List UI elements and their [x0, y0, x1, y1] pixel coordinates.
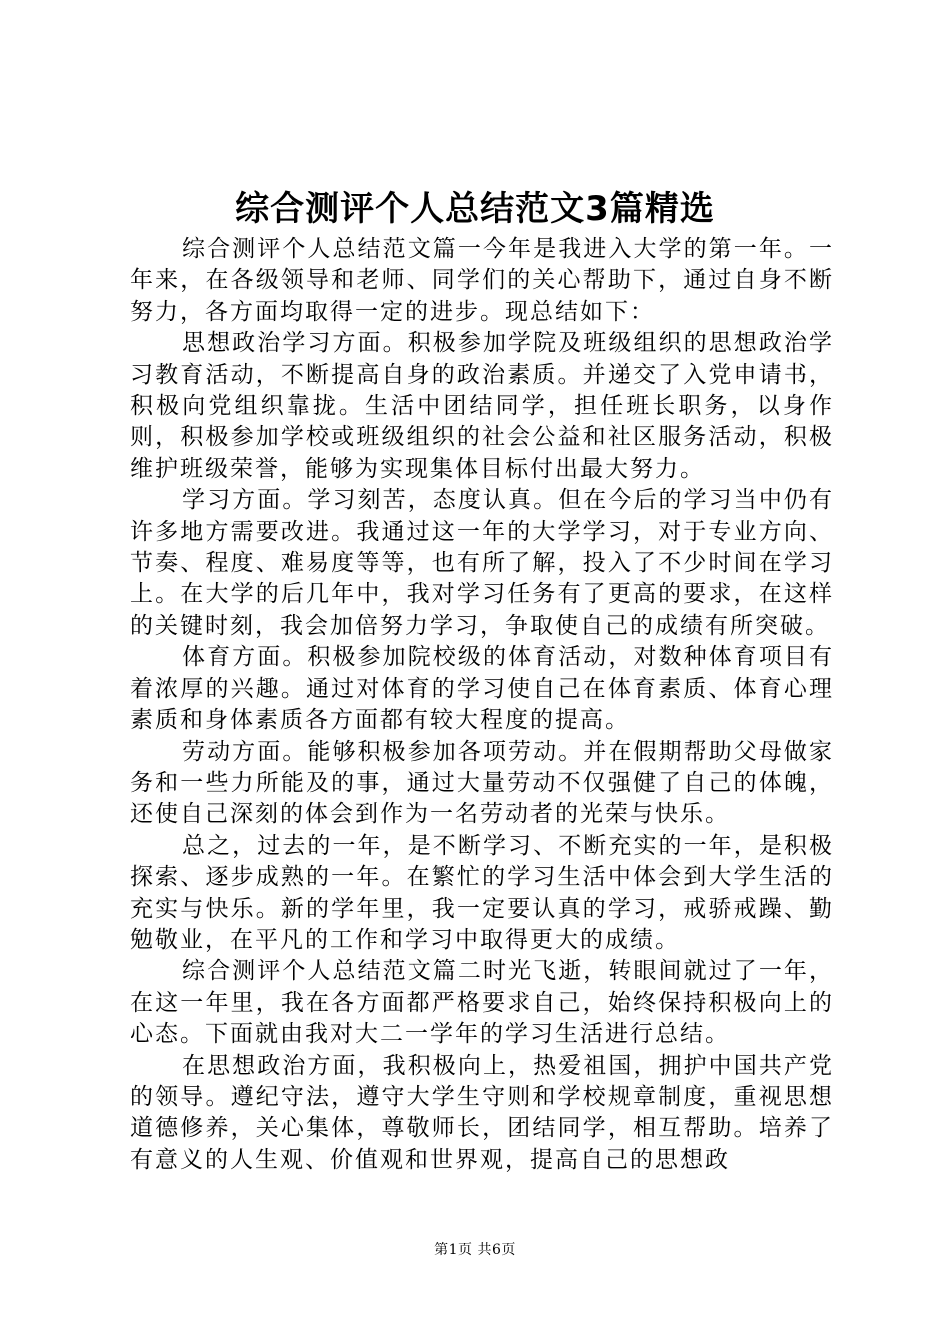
paragraph-8: 在思想政治方面，我积极向上，热爱祖国，拥护中国共产党的领导。遵纪守法，遵守大学生守则和学校规章制度，重视思想道德修养，关心集体，尊敬师长，团结同学，相互帮助。培养了有意义的人生观、价值观和世界观，提高自己的思想政 — [130, 1052, 834, 1173]
paragraph-5: 劳动方面。能够积极参加各项劳动。并在假期帮助父母做家务和一些力所能及的事，通过大量劳动不仅强健了自己的体魄，还使自己深刻的体会到作为一名劳动者的光荣与快乐。 — [130, 738, 834, 828]
paragraph-2: 思想政治学习方面。积极参加学院及班级组织的思想政治学习教育活动，不断提高自身的政治素质。并递交了入党申请书，积极向党组织靠拢。生活中团结同学，担任班长职务，以身作则，积极参加学校或班级组织的社会公益和社区服务活动，积极维护班级荣誉，能够为实现集体目标付出最大努力。 — [130, 330, 834, 482]
paragraph-4: 体育方面。积极参加院校级的体育活动，对数种体育项目有着浓厚的兴趣。通过对体育的学习使自己在体育素质、体育心理素质和身体素质各方面都有较大程度的提高。 — [130, 644, 834, 734]
paragraph-6: 总之，过去的一年，是不断学习、不断充实的一年，是积极探索、逐步成熟的一年。在繁忙的学习生活中体会到大学生活的充实与快乐。新的学年里，我一定要认真的学习，戒骄戒躁、勤勉敬业，在平凡的工作和学习中取得更大的成绩。 — [130, 832, 834, 953]
document-title: 综合测评个人总结范文3篇精选 — [235, 189, 715, 229]
page-number-footer: 第1页 共6页 — [434, 1242, 516, 1258]
paragraph-3: 学习方面。学习刻苦，态度认真。但在今后的学习当中仍有许多地方需要改进。我通过这一年的大学学习，对于专业方向、节奏、程度、难易度等等，也有所了解，投入了不少时间在学习上。在大学的后几年中，我对学习任务有了更高的要求，在这样的关键时刻，我会加倍努力学习，争取使自己的成绩有所突破。 — [130, 487, 834, 639]
document-body — [130, 234, 834, 1176]
paragraph-1: 综合测评个人总结范文篇一今年是我进入大学的第一年。一年来，在各级领导和老师、同学们的关心帮助下，通过自身不断努力，各方面均取得一定的进步。现总结如下： — [130, 236, 834, 325]
paragraph-7: 综合测评个人总结范文篇二时光飞逝，转眼间就过了一年，在这一年里，我在各方面都严格要求自己，始终保持积极向上的心态。下面就由我对大二一学年的学习生活进行总结。 — [130, 958, 834, 1048]
